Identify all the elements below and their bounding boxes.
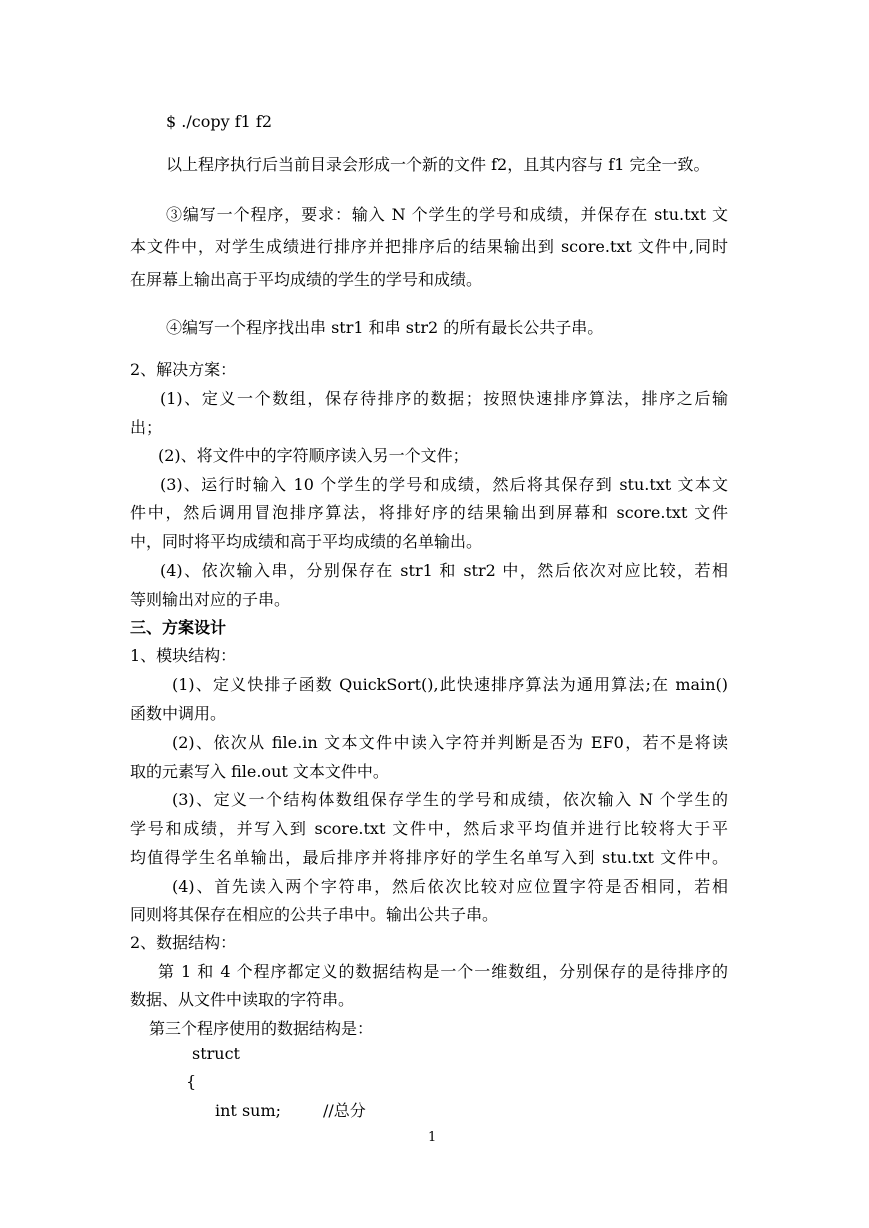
paragraph-line: (1)、定义快排子函数 QuickSort(),此快速排序算法为通用算法;在 main()	[172, 675, 728, 694]
paragraph-line: 学号和成绩，并写入到 score.txt 文件中，然后求平均值并进行比较将大于平	[130, 819, 728, 838]
paragraph-line: (1)、定义一个数组，保存待排序的数据；按照快速排序算法，排序之后输	[160, 389, 728, 408]
subsection-heading: 2、数据结构：	[130, 933, 237, 952]
paragraph-line: ④编写一个程序找出串 str1 和串 str2 的所有最长公共子串。	[166, 318, 604, 337]
paragraph-line: (2)、将文件中的字符顺序读入另一个文件；	[158, 446, 469, 465]
paragraph-line: (4)、首先读入两个字符串，然后依次比较对应位置字符是否相同，若相	[172, 877, 728, 896]
paragraph-line: 数据、从文件中读取的字符串。	[130, 990, 355, 1009]
page-number: 1	[428, 1130, 437, 1145]
command-line: $ ./copy f1 f2	[166, 112, 272, 131]
paragraph-line: 出；	[130, 418, 163, 437]
paragraph-line: 同则将其保存在相应的公共子串中。输出公共子串。	[130, 905, 499, 924]
paragraph-line: 取的元素写入 file.out 文本文件中。	[130, 762, 389, 781]
paragraph-line: 在屏幕上输出高于平均成绩的学生的学号和成绩。	[130, 270, 483, 289]
paragraph-line: (3)、定义一个结构体数组保存学生的学号和成绩，依次输入 N 个学生的	[172, 790, 728, 809]
section-heading: 三、方案设计	[130, 618, 227, 637]
paragraph-line: ③编写一个程序，要求：输入 N 个学生的学号和成绩，并保存在 stu.txt 文	[166, 205, 728, 224]
paragraph-line: 本文件中，对学生成绩进行排序并把排序后的结果输出到 score.txt 文件中,同时	[130, 237, 728, 256]
paragraph-line: 第 1 和 4 个程序都定义的数据结构是一个一维数组，分别保存的是待排序的	[158, 962, 728, 981]
paragraph-line: 等则输出对应的子串。	[130, 590, 291, 609]
paragraph-line: 函数中调用。	[130, 704, 227, 723]
paragraph-line: 第三个程序使用的数据结构是：	[149, 1019, 374, 1038]
paragraph-line: 件中，然后调用冒泡排序算法，将排好序的结果输出到屏幕和 score.txt 文件	[130, 503, 728, 522]
paragraph-line: 中，同时将平均成绩和高于平均成绩的名单输出。	[130, 532, 483, 551]
paragraph-line: (3)、运行时输入 10 个学生的学号和成绩，然后将其保存到 stu.txt 文本文	[160, 475, 728, 494]
code-line: {	[186, 1072, 197, 1091]
code-comment: //总分	[323, 1101, 366, 1120]
paragraph-line: (4)、依次输入串，分别保存在 str1 和 str2 中，然后依次对应比较，若相	[160, 561, 728, 580]
paragraph-line: 均值得学生名单输出，最后排序并将排序好的学生名单写入到 stu.txt 文件中。	[130, 848, 728, 867]
paragraph-line: (2)、依次从 file.in 文本文件中读入字符并判断是否为 EF0，若不是将读	[172, 733, 728, 752]
subsection-heading: 1、模块结构：	[130, 646, 237, 665]
code-line: struct	[192, 1044, 240, 1063]
paragraph-line: 以上程序执行后当前目录会形成一个新的文件 f2，且其内容与 f1 完全一致。	[166, 155, 710, 174]
section-heading: 2、解决方案：	[130, 360, 237, 379]
code-line: int sum;	[215, 1101, 282, 1120]
